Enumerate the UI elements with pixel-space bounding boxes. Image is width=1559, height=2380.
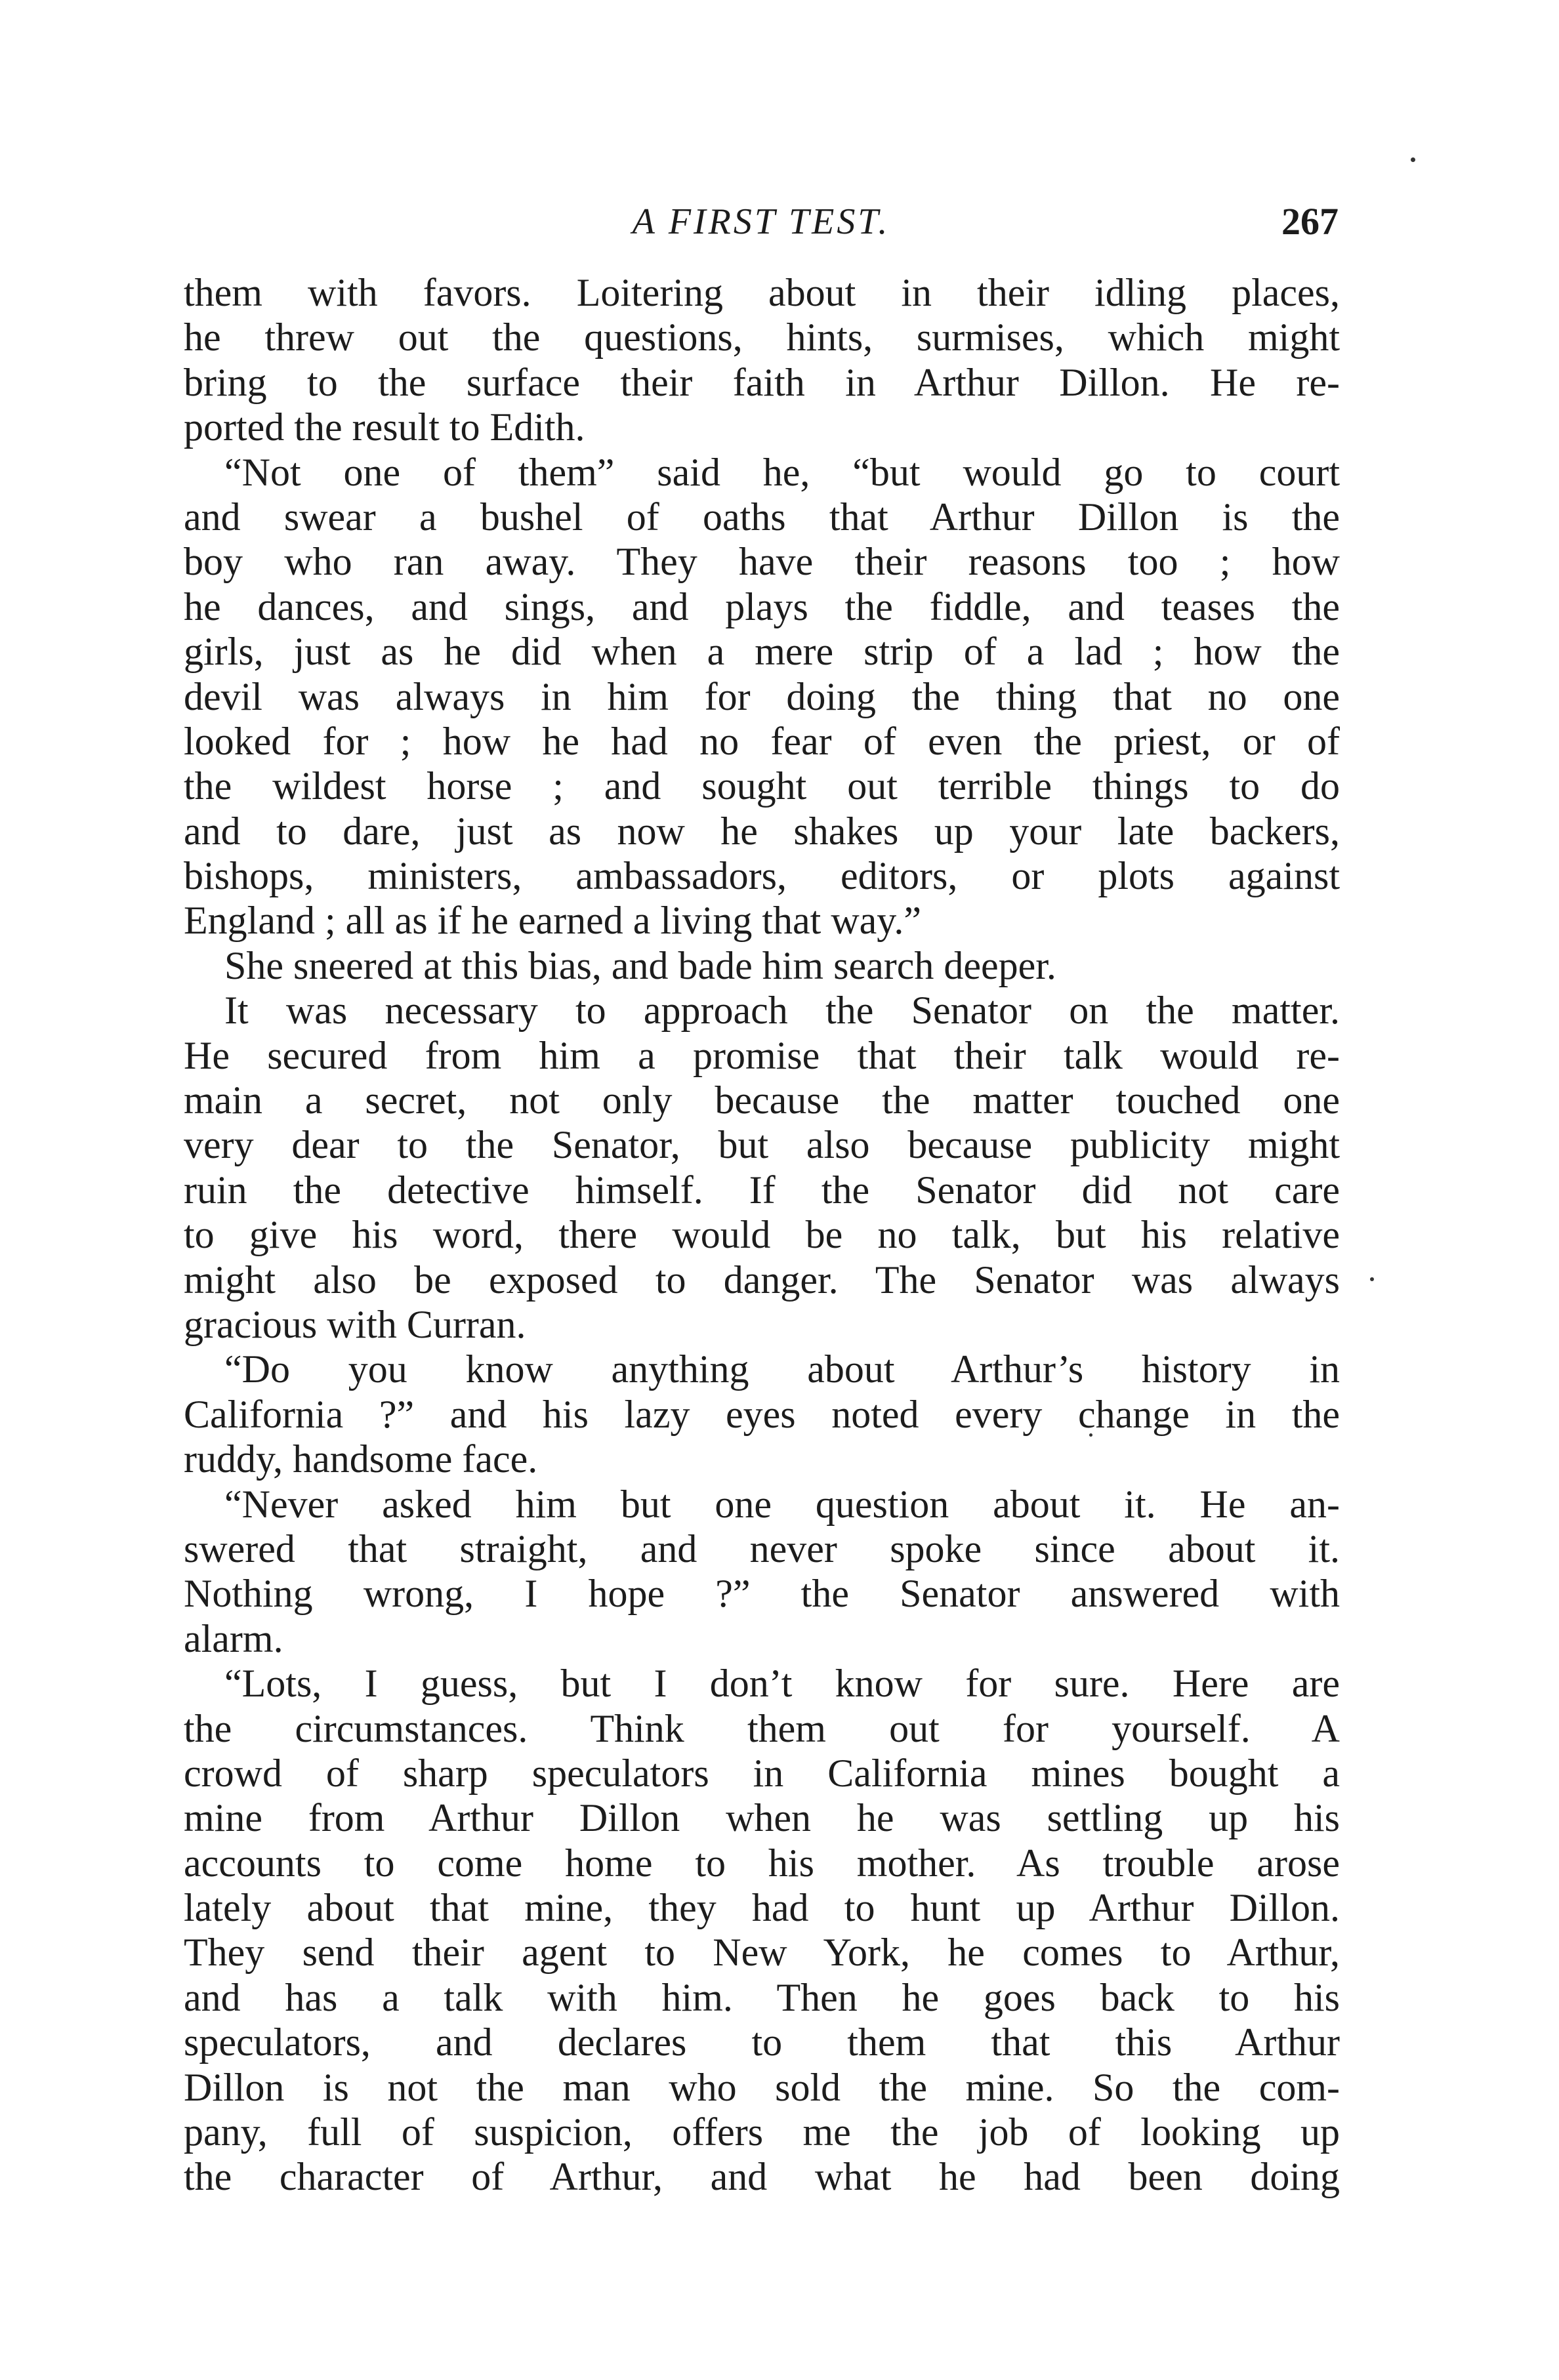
text-line: the wildest horse ; and sought out terrible things to do [184, 764, 1340, 808]
text-line: They send their agent to New York, he comes to Arthur, [184, 1931, 1340, 1975]
text-line: girls, just as he did when a mere strip of a lad ; how the [184, 630, 1340, 674]
text-line: them with favors. Loitering about in their idling places, [184, 271, 1340, 314]
text-line: he threw out the questions, hints, surmises, which might [184, 316, 1340, 359]
text-line: the circumstances. Think them out for yourself. A [184, 1706, 1340, 1750]
text-line: alarm. [184, 1616, 283, 1660]
text-line: lately about that mine, they had to hunt up Arthur Dillon. [184, 1886, 1340, 1930]
text-line: accounts to come home to his mother. As trouble arose [184, 1841, 1340, 1885]
text-line: England ; all as if he earned a living that way.” [184, 899, 922, 943]
print-speck [1370, 1277, 1374, 1281]
text-line: mine from Arthur Dillon when he was settling up his [184, 1796, 1340, 1840]
text-line: ruddy, handsome face. [184, 1437, 538, 1481]
text-line: to give his word, there would be no talk, but his relative [184, 1213, 1340, 1257]
text-line: bishops, ministers, ambassadors, editors, or plots against [184, 854, 1340, 898]
running-title: A FIRST TEST. [632, 201, 890, 242]
text-line: very dear to the Senator, but also because publicity might [184, 1123, 1340, 1167]
text-line: “Never asked him but one question about it. He an- [224, 1482, 1340, 1526]
text-line: “Do you know anything about Arthur’s history in [224, 1347, 1340, 1391]
text-line: “Lots, I guess, but I don’t know for sure. Here are [224, 1662, 1340, 1706]
text-line: gracious with Curran. [184, 1302, 526, 1346]
text-line: devil was always in him for doing the thing that no one [184, 674, 1340, 718]
text-line: and to dare, just as now he shakes up your late backers, [184, 809, 1340, 853]
text-line: the character of Arthur, and what he had been doing [184, 2155, 1340, 2199]
text-line: boy who ran away. They have their reasons too ; how [184, 540, 1340, 584]
text-line: crowd of sharp speculators in California mines bought a [184, 1751, 1340, 1795]
text-line: ruin the detective himself. If the Senator did not care [184, 1168, 1340, 1212]
text-line: ported the result to Edith. [184, 405, 585, 449]
text-line: Nothing wrong, I hope ?” the Senator answered with [184, 1572, 1340, 1616]
text-line: he dances, and sings, and plays the fiddle, and teases the [184, 585, 1340, 628]
print-speck [1411, 157, 1415, 162]
running-head [184, 195, 1339, 248]
text-line: swered that straight, and never spoke since about it. [184, 1527, 1340, 1570]
text-line: “Not one of them” said he, “but would go to court [224, 450, 1340, 494]
text-line: He secured from him a promise that their talk would re- [184, 1033, 1340, 1077]
body-text [184, 270, 1340, 2200]
text-line: It was necessary to approach the Senator on the matter. [224, 989, 1340, 1033]
text-line: main a secret, not only because the matter touched one [184, 1078, 1340, 1122]
page-number: 267 [1281, 200, 1339, 243]
text-line: pany, full of suspicion, offers me the job of looking up [184, 2110, 1340, 2154]
text-line: bring to the surface their faith in Arthur Dillon. He re- [184, 360, 1340, 404]
text-line: might also be exposed to danger. The Senator was always [184, 1258, 1340, 1302]
text-line: speculators, and declares to them that this Arthur [184, 2021, 1340, 2064]
text-line: and has a talk with him. Then he goes back to his [184, 1975, 1340, 2019]
text-line: Dillon is not the man who sold the mine. So the com- [184, 2065, 1340, 2109]
text-line: She sneered at this bias, and bade him search deeper. [224, 943, 1056, 987]
text-line: California ?” and his lazy eyes noted every change in the [184, 1392, 1340, 1436]
text-line: looked for ; how he had no fear of even the priest, or of [184, 719, 1340, 763]
text-line: and swear a bushel of oaths that Arthur Dillon is the [184, 495, 1340, 539]
